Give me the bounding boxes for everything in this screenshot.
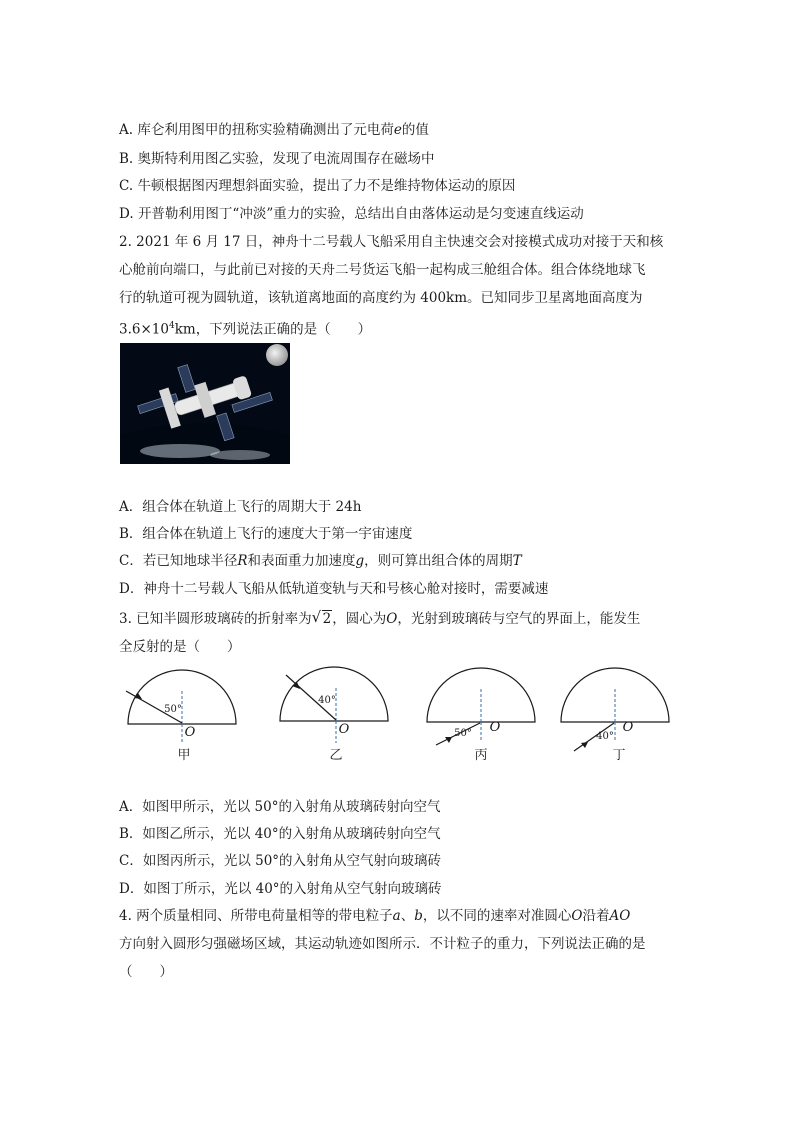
angle-label: 50°: [454, 728, 472, 739]
center-label: O: [338, 722, 350, 737]
q3-option-d: D．如图丁所示，光以 40°的入射角从空气射向玻璃砖: [119, 881, 442, 897]
q1-option-c: C. 牛顿根据图丙理想斜面实验，提出了力不是维持物体运动的原因: [119, 178, 516, 194]
q4-stem-line-1: 4. 两个质量相同、所带电荷量相等的带电粒子a、b，以不同的速率对准圆心O沿着AO: [119, 908, 631, 924]
diagram-yi: [272, 665, 397, 765]
q2-option-c: C．若已知地球半径R和表面重力加速度g，则可算出组合体的周期T: [119, 553, 522, 569]
q2-option-b: B．组合体在轨道上飞行的速度大于第一宇宙速度: [119, 526, 413, 542]
q1-option-d: D. 开普勒利用图丁“冲淡”重力的实验，总结出自由落体运动是匀变速直线运动: [119, 206, 584, 222]
q2-stem-line-1: 2. 2021 年 6 月 17 日，神舟十二号载人飞船采用自主快速交会对接模式成功对接于天和核: [119, 234, 664, 250]
figure-label: 甲: [177, 748, 191, 763]
diagram-ding: [556, 665, 681, 765]
q3-option-c: C．如图丙所示，光以 50°的入射角从空气射向玻璃砖: [119, 853, 442, 869]
figure-label: 乙: [329, 748, 343, 763]
q4-stem-line-3: （ ）: [119, 964, 173, 980]
sqrt-expression: √ 2: [311, 608, 332, 627]
q2-option-a: A．组合体在轨道上飞行的周期大于 24h: [119, 499, 362, 515]
diagram-jia: [118, 665, 243, 765]
height-value: 3.6×10: [119, 321, 169, 338]
q1-option-b: B. 奥斯特利用图乙实验，发现了电流周围存在磁场中: [119, 151, 435, 167]
figure-label: 丙: [474, 748, 488, 763]
q2-stem-line-3: 行的轨道可视为圆轨道，该轨道离地面的高度约为 400km。已知同步卫星离地面高度为: [119, 290, 643, 306]
q2-option-d: D．神舟十二号载人飞船从低轨道变轨与天和号核心舱对接时，需要减速: [119, 581, 549, 597]
q3-stem-line-2: 全反射的是（ ）: [119, 639, 241, 655]
angle-label: 50°: [164, 704, 182, 715]
diagram-bing: [422, 665, 547, 765]
q3-stem-line-1: 3. 已知半圆形玻璃砖的折射率为 √ 2，圆心为O，光射到玻璃砖与空气的界面上，能发生: [119, 608, 641, 627]
angle-label: 40°: [318, 695, 336, 706]
q2-stem-line-4: $3.6\times 10^4km$，下列说法正确的是（ ）: [119, 321, 372, 338]
figure-label: 丁: [612, 748, 626, 763]
q1-option-a: A. 库仑利用图甲的扭称实验精确测出了元电荷e的值: [119, 122, 429, 138]
center-label: O: [622, 720, 634, 735]
space-station-photo: [120, 343, 290, 464]
q2-stem-line-2: 心舱前向端口，与此前已对接的天舟二号货运飞船一起构成三舱组合体。组合体绕地球飞: [119, 262, 646, 278]
center-label: O: [184, 725, 196, 740]
q3-option-b: B．如图乙所示，光以 40°的入射角从玻璃砖射向空气: [119, 826, 441, 842]
center-label: O: [489, 720, 501, 735]
q4-stem-line-2: 方向射入圆形匀强磁场区域，其运动轨迹如图所示．不计粒子的重力，下列说法正确的是: [119, 936, 646, 952]
q3-option-a: A．如图甲所示，光以 50°的入射角从玻璃砖射向空气: [119, 799, 441, 815]
angle-label: 40°: [596, 731, 614, 742]
